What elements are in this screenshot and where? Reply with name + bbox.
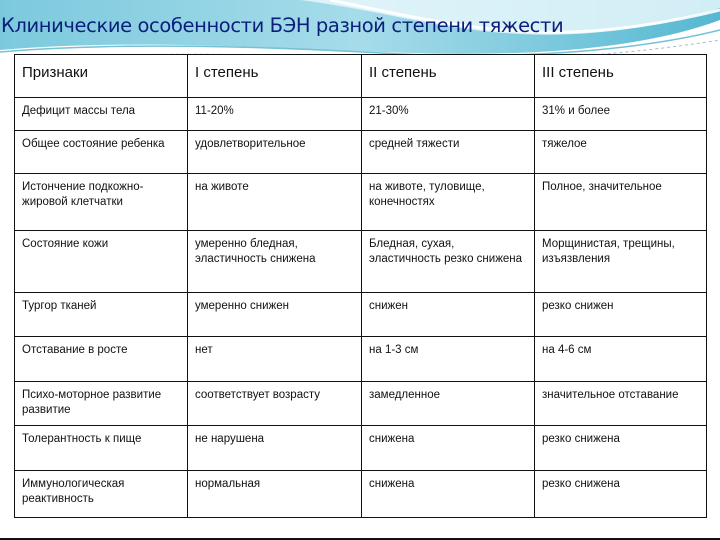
table-row	[15, 426, 707, 471]
row-label: Истончение подкожно-жировой клетчатки	[15, 174, 188, 231]
cell-grade-3: Морщинистая, трещины, изъязвления	[535, 231, 707, 293]
table-row	[15, 98, 707, 131]
table-row	[15, 471, 707, 518]
table-row	[15, 382, 707, 426]
header-cell-sign: Признаки	[15, 55, 188, 98]
header-cell-grade-2: II степень	[362, 55, 535, 98]
cell-grade-3: резко снижена	[535, 426, 707, 471]
cell-grade-2: снижена	[362, 426, 535, 471]
row-label: Состояние кожи	[15, 231, 188, 293]
cell-grade-2: Бледная, сухая, эластичность резко снижена	[362, 231, 535, 293]
cell-grade-1: умеренно бледная, эластичность снижена	[188, 231, 362, 293]
cell-grade-2: снижен	[362, 293, 535, 337]
cell-grade-3: тяжелое	[535, 131, 707, 174]
cell-grade-1: на животе	[188, 174, 362, 231]
cell-grade-1: нормальная	[188, 471, 362, 518]
cell-grade-3: резко снижена	[535, 471, 707, 518]
cell-grade-2: снижена	[362, 471, 535, 518]
slide-title: Клинические особенности БЭН разной степени тяжести	[1, 14, 564, 37]
row-label: Отставание в росте	[15, 337, 188, 382]
table-row	[15, 293, 707, 337]
cell-grade-1: нет	[188, 337, 362, 382]
cell-grade-1: удовлетворительное	[188, 131, 362, 174]
cell-grade-2: 21-30%	[362, 98, 535, 131]
table-row	[15, 174, 707, 231]
cell-grade-2: средней тяжести	[362, 131, 535, 174]
cell-grade-1: 11-20%	[188, 98, 362, 131]
cell-grade-3: 31% и более	[535, 98, 707, 131]
cell-grade-1: умеренно снижен	[188, 293, 362, 337]
header-cell-grade-3: III степень	[535, 55, 707, 98]
table-row	[15, 131, 707, 174]
cell-grade-3: резко снижен	[535, 293, 707, 337]
table-row	[15, 231, 707, 293]
row-label: Общее состояние ребенка	[15, 131, 188, 174]
row-label: Дефицит массы тела	[15, 98, 188, 131]
row-label: Тургор тканей	[15, 293, 188, 337]
cell-grade-3: Полное, значительное	[535, 174, 707, 231]
cell-grade-3: на 4-6 см	[535, 337, 707, 382]
row-label: Психо-моторное развитие развитие	[15, 382, 188, 426]
ben-severity-table	[14, 54, 707, 518]
row-label: Иммунологическая реактивность	[15, 471, 188, 518]
cell-grade-1: соответствует возрасту	[188, 382, 362, 426]
cell-grade-2: замедленное	[362, 382, 535, 426]
cell-grade-2: на 1-3 см	[362, 337, 535, 382]
cell-grade-1: не нарушена	[188, 426, 362, 471]
cell-grade-3: значительное отставание	[535, 382, 707, 426]
row-label: Толерантность к пище	[15, 426, 188, 471]
cell-grade-2: на животе, туловище, конечностях	[362, 174, 535, 231]
table-header-row	[15, 55, 707, 98]
table-row	[15, 337, 707, 382]
header-cell-grade-1: I степень	[188, 55, 362, 98]
